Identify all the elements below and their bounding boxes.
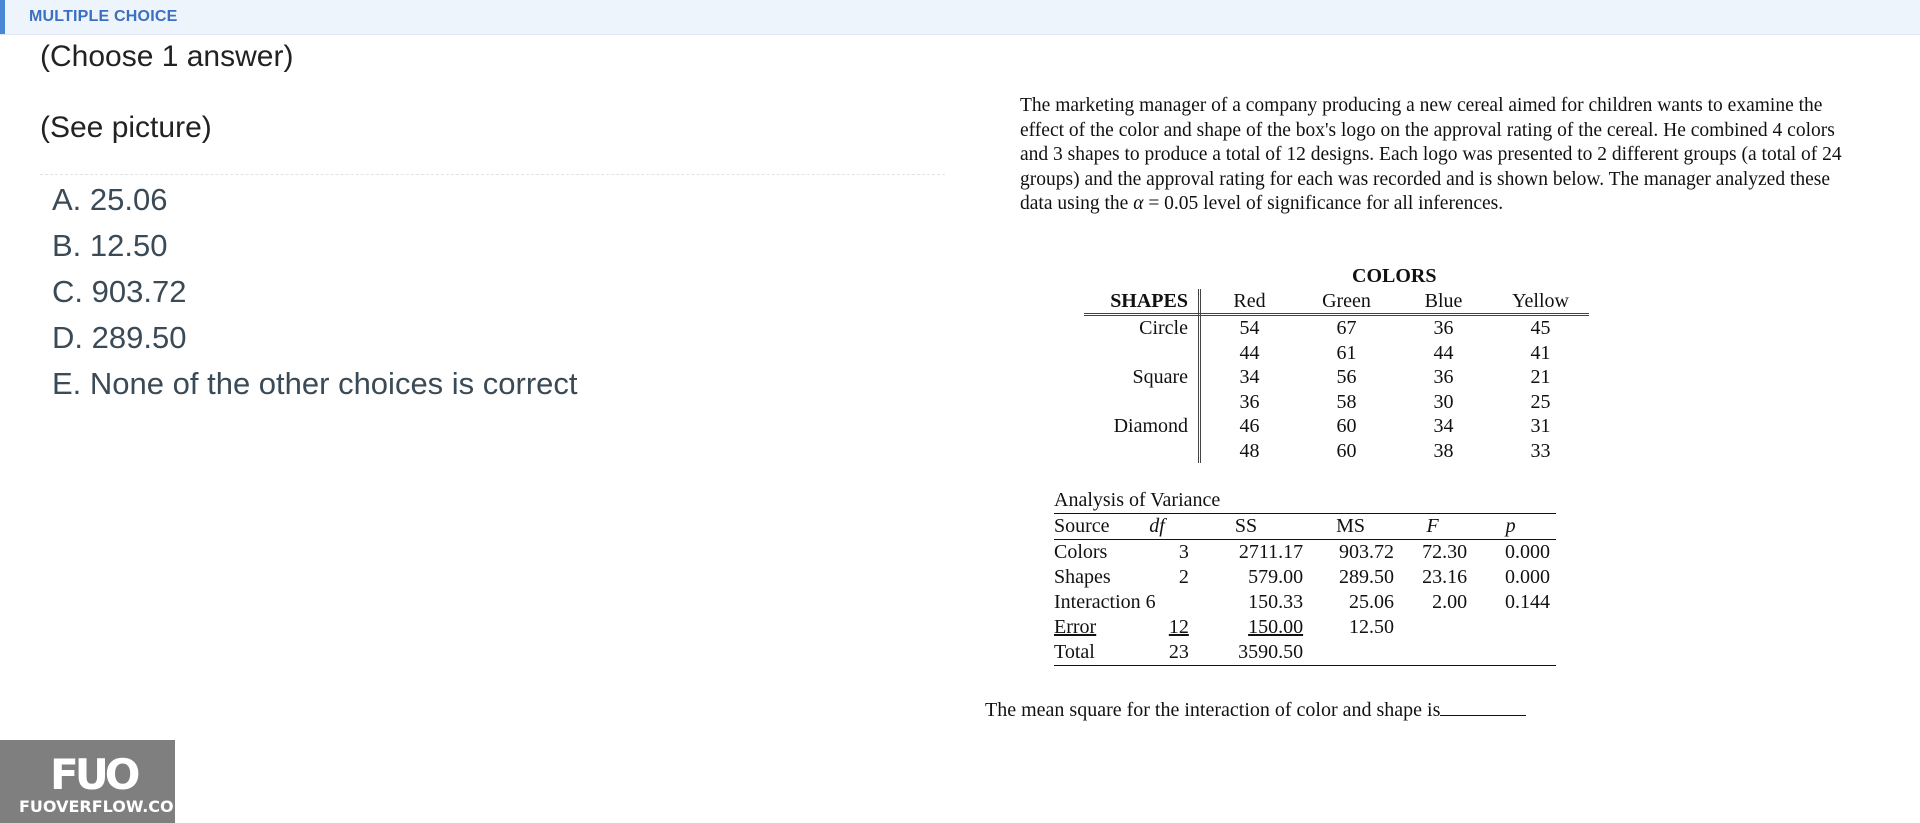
logo-mark: FUO <box>50 750 137 799</box>
table-row: Interaction 6 150.33 25.06 2.00 0.144 <box>1054 591 1550 613</box>
see-picture-instruction: (See picture) <box>40 111 212 144</box>
logo-site-text: FUOVERFLOW.COM <box>19 797 190 816</box>
table-row: Shapes 2 579.00 289.50 23.16 0.000 <box>1054 566 1550 588</box>
table-row: 48 60 38 33 <box>1084 439 1589 464</box>
table-row: Colors 3 2711.17 903.72 72.30 0.000 <box>1054 541 1550 563</box>
column-header: Yellow <box>1492 289 1589 315</box>
choice-b[interactable]: B. 12.50 <box>52 228 168 263</box>
answer-blank <box>1440 697 1526 716</box>
column-header: Red <box>1200 289 1299 315</box>
question-type-bar <box>0 0 1920 35</box>
column-header: Blue <box>1395 289 1492 315</box>
answer-choices <box>52 180 578 410</box>
anova-table <box>1054 488 1556 666</box>
table-row: 36 58 30 25 <box>1084 390 1589 415</box>
table-row: Diamond 46 60 34 31 <box>1084 414 1589 439</box>
anova-caption: Analysis of Variance <box>1054 488 1556 514</box>
site-watermark <box>0 740 190 823</box>
question-type-label: MULTIPLE CHOICE <box>29 8 178 25</box>
accent-stripe <box>0 0 5 34</box>
colors-heading: COLORS <box>1352 265 1437 287</box>
question-stem <box>1020 94 1850 217</box>
table-row: Circle 54 67 36 45 <box>1084 315 1589 341</box>
divider <box>40 174 945 175</box>
column-header: Green <box>1298 289 1395 315</box>
table-row: Square 34 56 36 21 <box>1084 365 1589 390</box>
table-row: Total 23 3590.50 <box>1054 640 1556 666</box>
shapes-heading: SHAPES <box>1084 289 1200 315</box>
choice-d[interactable]: D. 289.50 <box>52 320 187 355</box>
stem-text-end: = 0.05 level of significance for all inferences. <box>1148 193 1504 214</box>
table-row: Error 12 150.00 12.50 <box>1054 616 1394 638</box>
choice-a[interactable]: A. 25.06 <box>52 182 168 217</box>
question-prompt: The mean square for the interaction of color and shape is <box>985 697 1526 722</box>
anova-header-row: Source df SS MS F p <box>1054 514 1556 540</box>
alpha-symbol: α <box>1133 193 1144 214</box>
choice-c[interactable]: C. 903.72 <box>52 274 187 309</box>
table-row: 44 61 44 41 <box>1084 341 1589 366</box>
choose-instruction: (Choose 1 answer) <box>40 40 294 73</box>
stem-text: The marketing manager of a company producing a new cereal aimed for children wants to examine the effect of the color and shape of the box's logo on the approval rating of the cereal. He combined 4 colors and 3 shapes to produce a total of 12 designs. Each logo was presented to 2 different groups (a total of 24 groups) and the approval rating for each was recorded and is shown below. The manager analyzed these data using the <box>1020 95 1842 214</box>
choice-e[interactable]: E. None of the other choices is correct <box>52 366 578 401</box>
ratings-table <box>1084 264 1589 463</box>
